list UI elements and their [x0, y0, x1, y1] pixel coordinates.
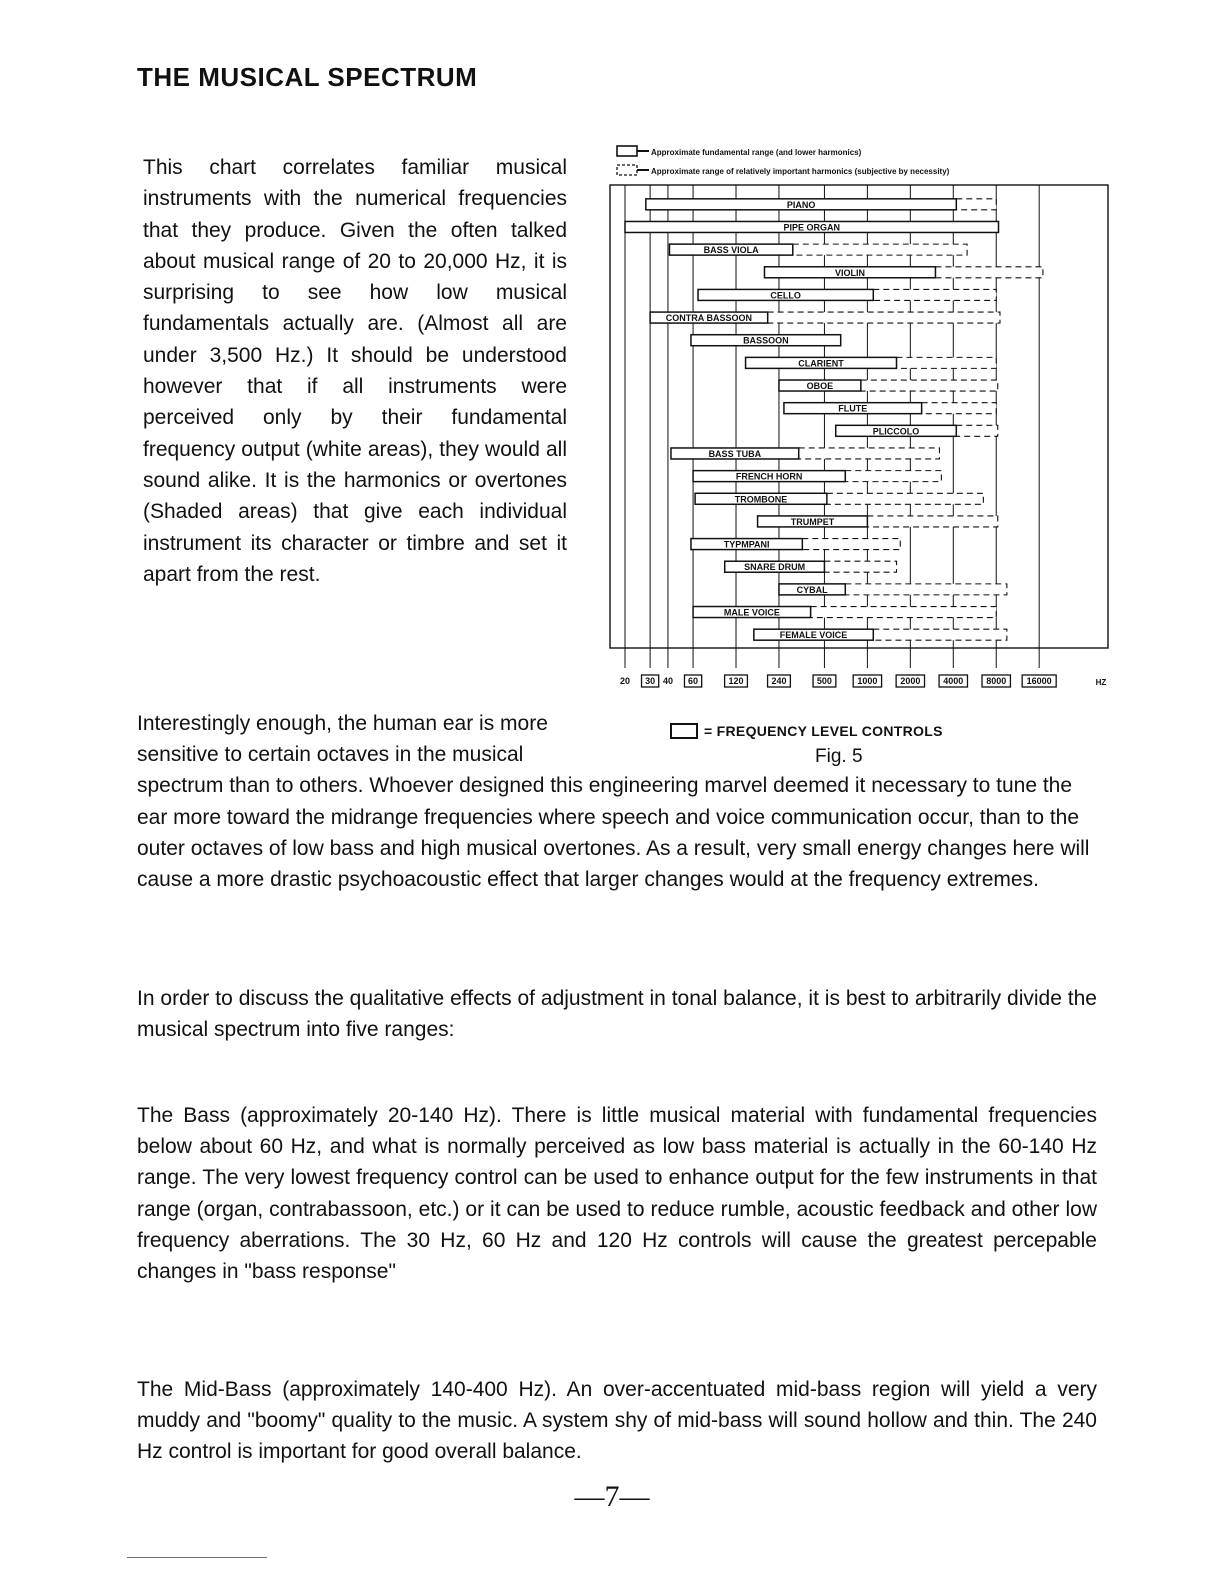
- instrument-label: TROMBONE: [734, 494, 788, 505]
- instrument-harmonics-bar: [799, 448, 940, 459]
- legend-harmonics-swatch: [617, 165, 637, 175]
- legend-harmonics-label: Approximate range of relatively important harmonics (subjective by necessity): [651, 167, 950, 176]
- instrument-harmonics-bar: [873, 629, 1007, 640]
- instrument-harmonics-bar: [867, 516, 997, 527]
- x-tick-label: 30: [645, 676, 656, 686]
- instrument-harmonics-bar: [861, 380, 998, 391]
- figure-caption-spacer: [567, 708, 1097, 770]
- instrument-harmonics-bar: [956, 425, 997, 436]
- intro-text: This chart correlates familiar musical instruments with the numerical frequencies that they produce. Given the often talked about musical range of 20 to 20,000 Hz, it is surprising to see how low musical fundamentals actually are. (Almost all are under 3,500 Hz.) It should be understood however that if all instruments were perceived only by their fundamental frequency output (white areas), they would all sound alike. It is the harmonics or overtones (Shaded areas) that give each individual instrument its character or timbre and set it apart from the rest.: [143, 156, 567, 586]
- instrument-label: PLICCOLO: [872, 426, 920, 437]
- instrument-label: OBOE: [806, 381, 834, 392]
- instrument-harmonics-bar: [827, 493, 983, 504]
- x-tick-label: 20: [619, 676, 631, 686]
- midbass-paragraph: The Mid-Bass (approximately 140-400 Hz). An over-accentuated mid-bass region will yield a very muddy and "boomy" quality to the music. A system shy of mid-bass will sound hollow and thin. The 240 Hz control is important for good overall balance.: [137, 1378, 1097, 1464]
- instrument-label: PIANO: [786, 199, 816, 210]
- instrument-harmonics-bar: [824, 561, 896, 572]
- bass-paragraph: The Bass (approximately 20-140 Hz). There is little musical material with fundamental frequencies below about 60 Hz, and what is normally perceived as low bass material is actually in the 60-140 Hz range. The very lowest frequency control can be used to enhance output for the few instruments in that range (organ, contrabassoon, etc.) or it can be used to reduce rumble, acoustic feedback and other low frequency aberrations. The 30 Hz, 60 Hz and 120 Hz controls will cause the greatest percepable changes in "bass response": [137, 1104, 1097, 1284]
- instrument-harmonics-bar: [935, 267, 1042, 278]
- instrument-harmonics-bar: [845, 471, 941, 482]
- instrument-label: CONTRA BASSOON: [665, 313, 752, 324]
- x-tick-label: 2000: [900, 676, 921, 686]
- x-tick-label: 4000: [943, 676, 964, 686]
- instrument-harmonics-bar: [873, 289, 996, 300]
- spectrum-chart-svg: [605, 140, 1125, 700]
- legend-fundamental-label: Approximate fundamental range (and lower harmonics): [651, 148, 862, 157]
- instrument-label: CLARIENT: [798, 358, 844, 369]
- instrument-harmonics-bar: [897, 357, 997, 368]
- instrument-harmonics-bar: [793, 244, 967, 255]
- x-tick-label: 500: [816, 676, 832, 686]
- legend-fundamental-swatch: [617, 146, 637, 156]
- ear-paragraph: Interestingly enough, the human ear is more sensitive to certain octaves in the musical spectrum than to others. Whoever designed this engineering marvel deemed it necessary to tune the ear more toward the midrange frequencies where speech and voice communication occur, than to the outer octaves of low bass and high musical overtones. As a result, very small energy changes here will cause a more drastic psychoacoustic effect that larger changes would at the frequency extremes.: [137, 712, 1090, 892]
- instrument-label: BASS TUBA: [708, 448, 762, 459]
- x-tick-label: 8000: [986, 676, 1007, 686]
- instrument-label: FLUTE: [838, 403, 868, 414]
- x-tick-label: 120: [728, 676, 744, 686]
- instrument-harmonics-bar: [802, 539, 900, 550]
- instrument-label: VIOLIN: [834, 267, 865, 278]
- x-tick-label: 240: [771, 676, 787, 686]
- intro-paragraph: [143, 152, 567, 590]
- instrument-label: CYBAL: [796, 584, 828, 595]
- ear-paragraph-block: [137, 708, 1097, 895]
- instrument-harmonics-bar: [956, 199, 996, 210]
- instrument-label: PIPE ORGAN: [783, 222, 841, 233]
- page-number: —7—: [574, 1480, 650, 1513]
- instrument-label: BASSOON: [743, 335, 789, 346]
- figure-caption: Fig. 5: [815, 746, 863, 767]
- legend-controls-text: = FREQUENCY LEVEL CONTROLS: [704, 723, 943, 739]
- x-tick-label: 16000: [1026, 676, 1052, 686]
- instrument-label: FEMALE VOICE: [779, 630, 848, 641]
- instrument-harmonics-bar: [845, 584, 1007, 595]
- x-tick-label: 40: [662, 676, 673, 686]
- instrument-label: TYPMPANI: [723, 539, 770, 550]
- x-tick-label: 60: [688, 676, 699, 686]
- instrument-label: CELLO: [770, 290, 801, 301]
- ranges-paragraph: In order to discuss the qualitative effects of adjustment in tonal balance, it is best to arbitrarily divide the musical spectrum into five ranges:: [137, 987, 1097, 1042]
- x-axis-unit: HZ: [1095, 678, 1107, 687]
- footer-rule: [127, 1557, 267, 1558]
- instrument-harmonics-bar: [922, 403, 997, 414]
- instrument-label: SNARE DRUM: [744, 562, 806, 573]
- instrument-label: FRENCH HORN: [735, 471, 803, 482]
- x-tick-label: 1000: [857, 676, 878, 686]
- instrument-label: TRUMPET: [790, 516, 835, 527]
- page-title: THE MUSICAL SPECTRUM: [137, 62, 478, 92]
- spectrum-chart: [605, 140, 1125, 700]
- instrument-label: MALE VOICE: [723, 607, 780, 618]
- instrument-harmonics-bar: [768, 312, 1000, 323]
- instrument-label: BASS VIOLA: [703, 245, 759, 256]
- instrument-harmonics-bar: [811, 607, 997, 618]
